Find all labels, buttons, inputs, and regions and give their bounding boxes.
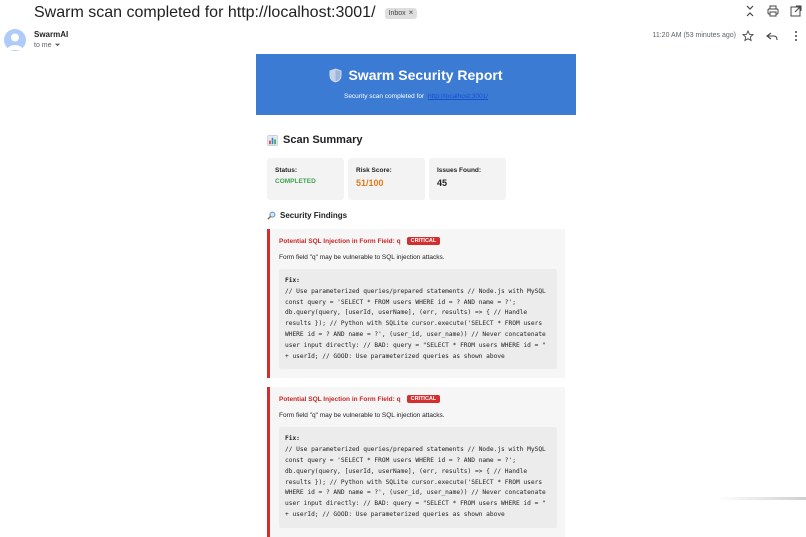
report-content [256, 134, 576, 537]
issues-found-card [429, 158, 506, 200]
risk-score-label: Risk Score: [356, 167, 392, 174]
fix-code-block [279, 269, 557, 369]
fix-code-block [279, 427, 557, 527]
security-findings-heading [267, 211, 565, 220]
issues-found-value: 45 [437, 178, 448, 188]
message-actions [742, 30, 802, 42]
report-title [256, 67, 576, 83]
avatar[interactable] [4, 29, 26, 51]
report-title-text: Swarm Security Report [348, 67, 503, 83]
print-icon[interactable] [767, 5, 779, 17]
star-icon[interactable] [742, 30, 754, 42]
open-in-new-icon[interactable] [790, 5, 802, 17]
recipient-label: to me [34, 42, 52, 49]
sender-name[interactable]: SwarmAI [34, 30, 69, 39]
email-subject-row [34, 3, 806, 23]
bar-chart-icon [267, 135, 278, 146]
report-banner [256, 54, 576, 115]
finding-header [279, 395, 557, 403]
reply-icon[interactable] [766, 30, 778, 42]
issues-found-label: Issues Found: [437, 167, 482, 174]
status-card [267, 158, 344, 200]
finding-header [279, 237, 557, 245]
collapse-icon[interactable] [744, 5, 756, 17]
risk-score-card [348, 158, 425, 200]
inbox-label-text: Inbox [388, 9, 406, 17]
finding-description: Form field "q" may be vulnerable to SQL injection attacks. [279, 254, 445, 261]
top-toolbar [744, 5, 802, 17]
remove-label-icon[interactable]: × [408, 8, 414, 17]
magnifier-icon [267, 211, 276, 220]
target-url-link[interactable]: http://localhost:3001/ [428, 93, 488, 100]
chevron-down-icon[interactable] [54, 41, 61, 50]
email-subject: Swarm scan completed for http://localhost:3001/ [34, 4, 376, 21]
message-time: 11:20 AM (53 minutes ago) [652, 32, 736, 39]
scan-summary-heading [267, 134, 565, 146]
report-subtitle [256, 93, 576, 100]
fix-code: // Use parameterized queries/prepared statements // Node.js with MySQL const query = 'SELECT * FROM users WHERE id = ? AND name = ?'; db.query(query, [userId, userName], (err, results) => { // Handle results }); // Python with SQLite cursor.execute('SELECT * FROM users WHERE id = ? AND name = ?', (user_id, user_name)) // Never concatenate user input directly: // BAD: query = "SELECT * FROM users WHERE id = " + userId; // GOOD: Use parameterized queries as shown above [285, 446, 550, 518]
scan-summary-heading-text: Scan Summary [283, 134, 363, 146]
person-icon [4, 29, 26, 51]
report-subtitle-text: Security scan completed for [343, 93, 425, 100]
recipient-details[interactable] [34, 41, 61, 50]
severity-badge: CRITICAL [407, 395, 441, 403]
shield-icon [329, 68, 342, 83]
severity-badge: CRITICAL [407, 237, 441, 245]
summary-cards [267, 158, 565, 200]
security-findings-heading-text: Security Findings [280, 211, 348, 220]
status-value: COMPLETED [275, 178, 316, 185]
fix-label: Fix: [285, 435, 300, 443]
scroll-shadow [716, 497, 806, 500]
finding-description: Form field "q" may be vulnerable to SQL injection attacks. [279, 412, 445, 420]
finding-card [267, 229, 565, 378]
security-report [256, 54, 576, 537]
finding-card [267, 387, 565, 536]
sender-row [4, 29, 806, 53]
fix-label: Fix: [285, 277, 300, 284]
status-label: Status: [275, 167, 298, 174]
finding-title: Potential SQL Injection in Form Field: q [279, 395, 401, 403]
fix-code: // Use parameterized queries/prepared statements // Node.js with MySQL const query = 'SELECT * FROM users WHERE id = ? AND name = ?'; db.query(query, [userId, userName], (err, results) => { // Handle results }); // Python with SQLite cursor.execute('SELECT * FROM users WHERE id = ? AND name = ?', (user_id, user_name)) // Never concatenate user input directly: // BAD: query = "SELECT * FROM users WHERE id = " + userId; // GOOD: Use parameterized queries as shown above [285, 287, 550, 360]
more-vert-icon[interactable] [790, 30, 802, 42]
finding-title: Potential SQL Injection in Form Field: q [279, 237, 401, 245]
risk-score-value: 51/100 [356, 178, 384, 188]
inbox-label-chip[interactable] [385, 8, 418, 19]
